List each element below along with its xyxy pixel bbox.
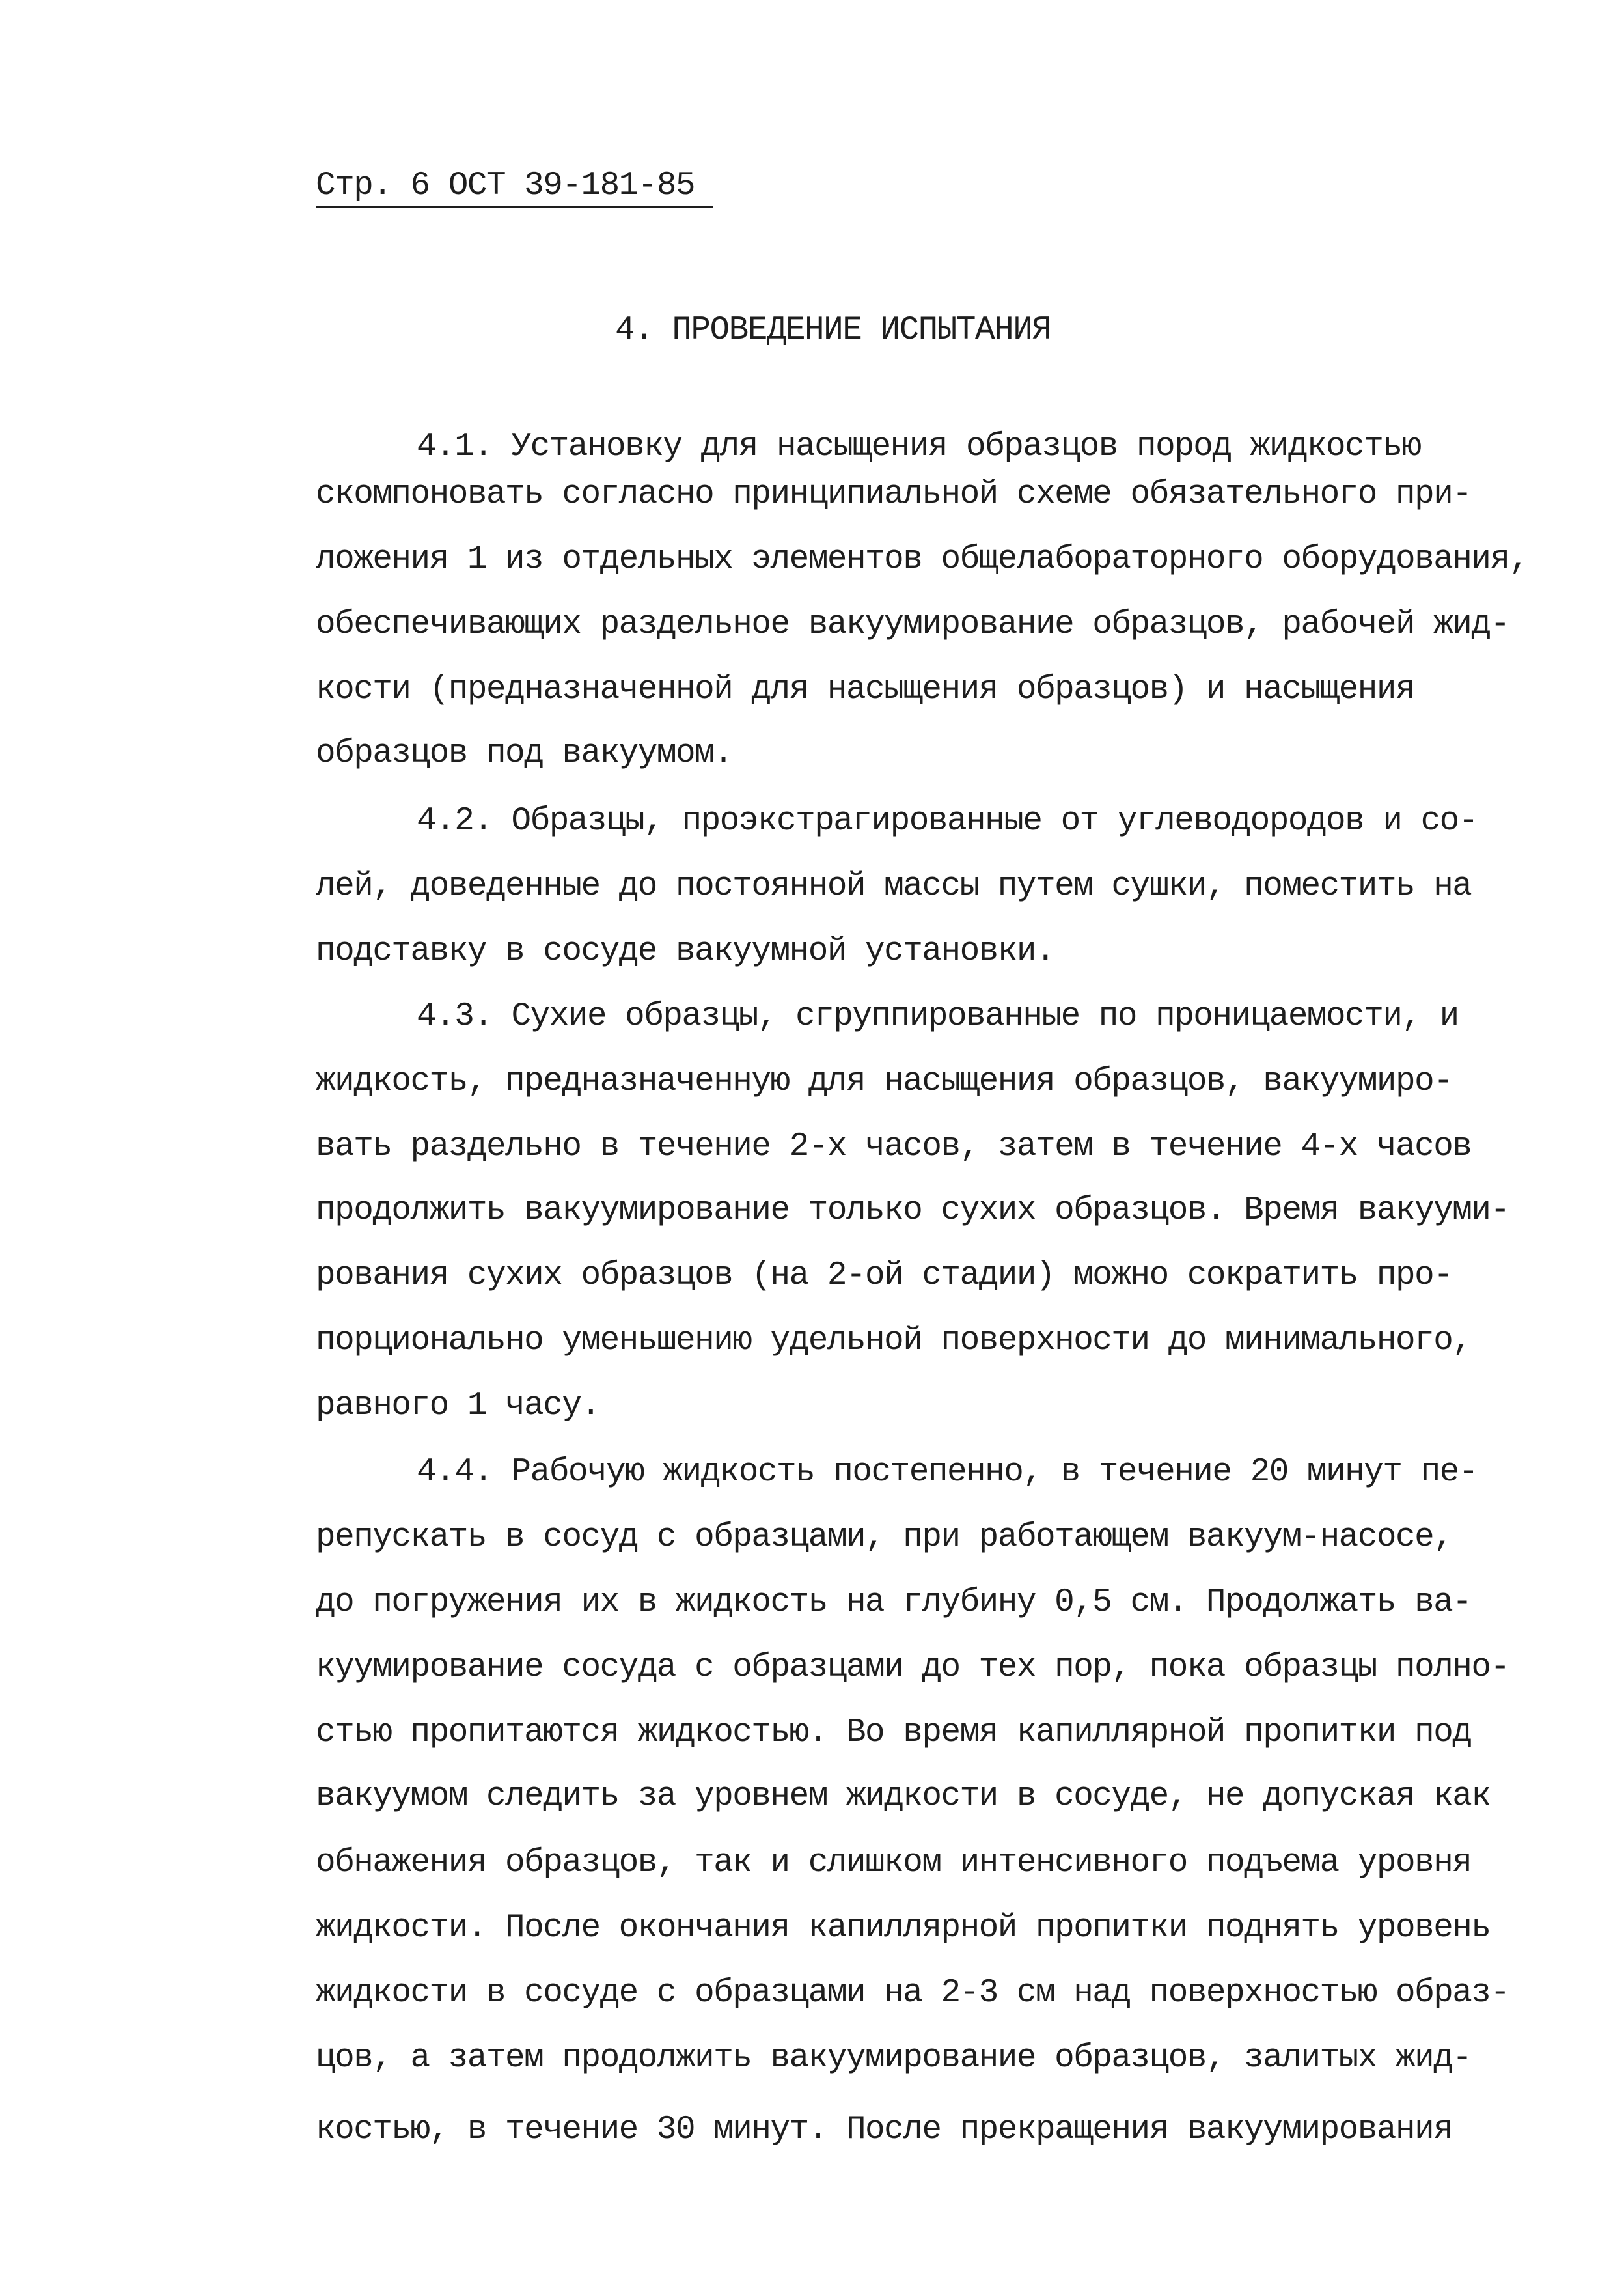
text-line: жидкости в сосуде с образцами на 2-3 см над поверхностью образ-	[316, 1975, 1509, 2012]
text-line: жидкости. После окончания капиллярной пропитки поднять уровень	[316, 1909, 1491, 1947]
text-line: 4.4. Рабочую жидкость постепенно, в течение 20 минут пе-	[417, 1454, 1478, 1491]
text-line: 4.1. Установку для насыщения образцов пород жидкостью	[417, 428, 1421, 465]
text-line: костью, в течение 30 минут. После прекращения вакуумирования	[316, 2111, 1453, 2148]
text-line: ложения 1 из отдельных элементов общелабораторного оборудования,	[316, 541, 1528, 578]
text-line: кости (предназначенной для насыщения образцов) и насыщения	[316, 671, 1415, 708]
text-line: 4.2. Образцы, проэкстрагированные от углеводородов и со-	[417, 803, 1478, 840]
text-line: репускать в сосуд с образцами, при работающем вакуум-насосе,	[316, 1519, 1453, 1556]
text-line: скомпоновать согласно принципиальной схеме обязательного при-	[316, 476, 1472, 513]
header-underline	[316, 206, 713, 208]
text-line: цов, а затем продолжить вакуумирование образцов, залитых жид-	[316, 2040, 1472, 2077]
text-line: вакуумом следить за уровнем жидкости в сосуде, не допуская как	[316, 1778, 1491, 1815]
text-line: порционально уменьшению удельной поверхности до минимального,	[316, 1322, 1472, 1359]
text-line: до погружения их в жидкость на глубину 0,5 см. Продолжать ва-	[316, 1584, 1472, 1621]
text-line: продолжить вакуумирование только сухих образцов. Время вакууми-	[316, 1192, 1509, 1229]
text-line: стью пропитаются жидкостью. Во время капиллярной пропитки под	[316, 1714, 1472, 1751]
text-line: равного 1 часу.	[316, 1387, 600, 1424]
page-header: Стр. 6 ОСТ 39-181-85	[316, 167, 695, 204]
text-line: лей, доведенные до постоянной массы путем сушки, поместить на	[316, 868, 1472, 905]
text-line: рования сухих образцов (на 2-ой стадии) можно сократить про-	[316, 1257, 1453, 1294]
text-line: куумирование сосуда с образцами до тех пор, пока образцы полно-	[316, 1649, 1509, 1686]
text-line: обеспечивающих раздельное вакуумирование образцов, рабочей жид-	[316, 606, 1509, 643]
text-line: жидкость, предназначенную для насыщения образцов, вакуумиро-	[316, 1063, 1453, 1100]
section-title: 4. ПРОВЕДЕНИЕ ИСПЫТАНИЯ	[615, 312, 1051, 349]
text-line: 4.3. Сухие образцы, сгруппированные по проницаемости, и	[417, 998, 1459, 1035]
text-line: образцов под вакуумом.	[316, 735, 733, 772]
text-line: вать раздельно в течение 2-х часов, затем в течение 4-х часов	[316, 1128, 1472, 1165]
text-line: подставку в сосуде вакуумной установки.	[316, 933, 1055, 970]
text-line: обнажения образцов, так и слишком интенсивного подъема уровня	[316, 1844, 1472, 1881]
